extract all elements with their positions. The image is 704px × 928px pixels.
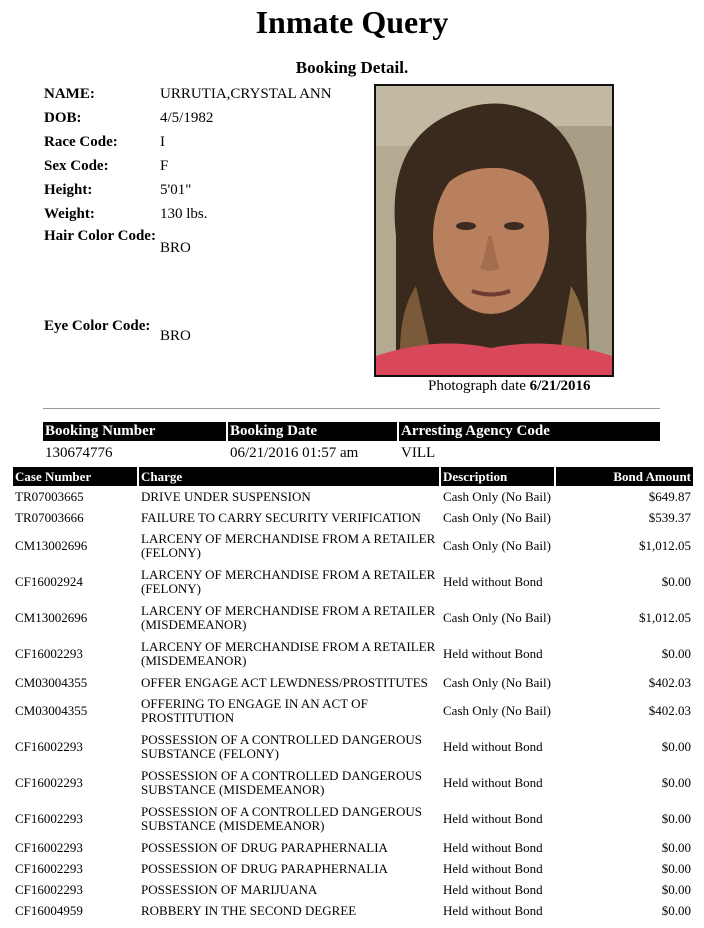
table-row [13,900,693,921]
bond-amount: $0.00 [661,811,691,826]
photo-date-label: Photograph date [428,378,526,394]
sex-label: Sex Code: [44,158,109,174]
charge: POSSESSION OF MARIJUANA [141,881,318,897]
table-row [13,528,693,564]
name-label: NAME: [44,86,95,102]
page-subtitle: Booking Detail. [295,58,409,77]
sex-value: F [160,158,169,174]
case-number: CM03004355 [15,703,88,718]
case-number: TR07003665 [15,488,84,504]
table-row [13,765,693,801]
case-number: CM13002696 [15,610,88,625]
bond-amount: $0.00 [661,775,691,790]
description: Cash Only (No Bail) [443,703,551,718]
table-row [13,564,693,600]
description: Held without Bond [443,839,543,855]
booking-date-header: Booking Date [228,422,397,441]
arresting-agency-value: VILL [401,445,436,461]
case-number: CF16004959 [15,902,83,918]
booking-number-header: Booking Number [43,422,226,441]
case-number: CF16002293 [15,811,83,826]
case-number-header: Case Number [13,467,137,486]
charge: OFFERING TO ENGAGE IN AN ACT OF PROSTITUTION [141,696,368,725]
charge: POSSESSION OF A CONTROLLED DANGEROUS SUBSTANCE (FELONY) [141,732,422,761]
charge: LARCENY OF MERCHANDISE FROM A RETAILER (FELONY) [141,531,436,560]
bond-amount: $0.00 [661,646,691,661]
description: Cash Only (No Bail) [443,538,551,553]
booking-header-row [43,422,660,441]
race-label: Race Code: [44,134,118,150]
case-number: CF16002293 [15,839,83,855]
table-row [13,600,693,636]
charge: POSSESSION OF DRUG PARAPHERNALIA [141,839,388,855]
description: Cash Only (No Bail) [443,509,551,525]
description: Held without Bond [443,881,543,897]
case-number: CM03004355 [15,674,88,690]
charge: OFFER ENGAGE ACT LEWDNESS/PROSTITUTES [141,674,428,690]
description-header: Description [441,467,554,486]
table-row [13,729,693,765]
photo-caption [428,378,591,395]
case-number: CM13002696 [15,538,88,553]
bond-amount-header: Bond Amount [556,467,693,486]
charge: ROBBERY IN THE SECOND DEGREE [141,902,357,918]
case-number: CF16002293 [15,775,83,790]
bond-amount: $0.00 [661,574,691,589]
charge: LARCENY OF MERCHANDISE FROM A RETAILER (MISDEMEANOR) [141,639,436,668]
booking-date-value: 06/21/2016 01:57 am [230,445,359,461]
charge: DRIVE UNDER SUSPENSION [141,488,311,504]
booking-values-row [43,444,660,462]
page-title: Inmate Query [255,4,449,40]
case-number: TR07003666 [15,509,84,525]
bond-amount: $402.03 [648,703,691,718]
description: Cash Only (No Bail) [443,488,551,504]
table-row [13,801,693,837]
hair-color-label: Hair Color Code: [44,228,156,244]
section-divider [43,408,660,409]
charge: FAILURE TO CARRY SECURITY VERIFICATION [141,509,421,525]
bond-amount: $1,012.05 [639,610,691,625]
charge: POSSESSION OF DRUG PARAPHERNALIA [141,860,388,876]
charge: LARCENY OF MERCHANDISE FROM A RETAILER (MISDEMEANOR) [141,603,436,632]
table-row [13,837,693,858]
bond-amount: $0.00 [661,860,691,876]
bond-amount: $0.00 [661,902,691,918]
charge: LARCENY OF MERCHANDISE FROM A RETAILER (FELONY) [141,567,436,596]
hair-color-value: BRO [160,239,191,256]
charge: POSSESSION OF A CONTROLLED DANGEROUS SUBSTANCE (MISDEMEANOR) [141,804,422,833]
weight-label: Weight: [44,206,95,222]
case-number: CF16002293 [15,739,83,754]
table-row [13,636,693,672]
table-row [13,486,693,507]
bond-amount: $1,012.05 [639,538,691,553]
description: Held without Bond [443,902,543,918]
dob-value: 4/5/1982 [160,110,214,126]
height-label: Height: [44,182,93,198]
bond-amount: $0.00 [661,739,691,754]
description: Cash Only (No Bail) [443,610,551,625]
case-number: CF16002293 [15,881,83,897]
inmate-info-table [44,84,332,354]
charge: POSSESSION OF A CONTROLLED DANGEROUS SUBSTANCE (MISDEMEANOR) [141,768,422,797]
case-number: CF16002293 [15,646,83,661]
eye-color-label: Eye Color Code: [44,318,151,334]
charge-header: Charge [139,467,439,486]
bond-amount: $539.37 [648,509,691,525]
booking-number-value: 130674776 [45,445,113,461]
photo-date-value: 6/21/2016 [529,378,591,394]
arresting-agency-header: Arresting Agency Code [399,422,660,441]
description: Held without Bond [443,739,543,754]
bond-amount: $649.87 [648,488,691,504]
name-value: URRUTIA,CRYSTAL ANN [160,86,332,102]
case-number: CF16002924 [15,574,83,589]
table-row [13,879,693,900]
description: Cash Only (No Bail) [443,674,551,690]
description: Held without Bond [443,574,543,589]
table-row [13,672,693,693]
charges-table [11,467,695,921]
table-row [13,858,693,879]
inmate-photo [374,84,614,377]
description: Held without Bond [443,646,543,661]
race-value: I [160,134,165,150]
bond-amount: $0.00 [661,881,691,897]
portrait-image [376,86,612,375]
table-row [13,693,693,729]
eye-color-value: BRO [160,327,191,344]
table-row [13,507,693,528]
description: Held without Bond [443,775,543,790]
bond-amount: $0.00 [661,839,691,855]
case-number: CF16002293 [15,860,83,876]
bond-amount: $402.03 [648,674,691,690]
dob-label: DOB: [44,110,82,126]
description: Held without Bond [443,811,543,826]
weight-value: 130 lbs. [160,206,208,222]
height-value: 5'01" [160,182,192,198]
description: Held without Bond [443,860,543,876]
